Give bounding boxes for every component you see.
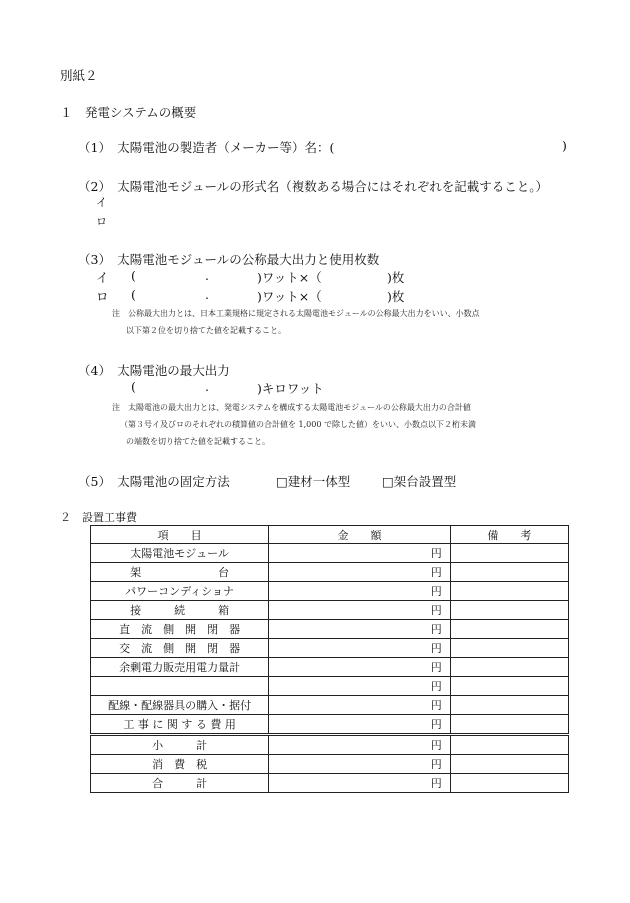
table-row (91, 677, 569, 696)
row-remarks[interactable] (450, 715, 568, 735)
row-amount[interactable]: 円 (269, 677, 451, 696)
output-row-ro-sheets: )枚 (387, 289, 405, 304)
module-model-sub-i: イ (96, 196, 107, 209)
row-label: 架 台 (91, 563, 269, 582)
row-label: 交 流 側 開 閉 器 (91, 639, 269, 658)
header-remarks: 備 考 (450, 526, 568, 544)
tax-remarks[interactable] (450, 755, 568, 774)
max-output-note-line1: 注 太陽電池の最大出力とは、発電システムを構成する太陽電池モジュールの公称最大出力の合計値 (112, 403, 471, 412)
row-amount[interactable]: 円 (269, 582, 451, 601)
output-row-i-dot: . (205, 268, 209, 283)
module-model-label: （2） 太陽電池モジュールの形式名（複数ある場合にはそれぞれを記載すること。） (78, 179, 548, 194)
manufacturer-label: （1） 太陽電池の製造者（メーカー等）名：( (78, 140, 335, 155)
table-row (91, 544, 569, 563)
mounting-method-label: （5） 太陽電池の固定方法 (78, 474, 230, 489)
output-row-ro-open: ( (131, 287, 136, 302)
table-header-row (91, 526, 569, 544)
row-amount[interactable]: 円 (269, 544, 451, 563)
max-output-open: ( (131, 379, 136, 394)
subtotal-remarks[interactable] (450, 735, 568, 755)
row-remarks[interactable] (450, 658, 568, 677)
table-row (91, 639, 569, 658)
output-row-i-sheets: )枚 (387, 270, 405, 285)
section2-title: ２ 設置工事費 (60, 511, 137, 524)
table-row (91, 715, 569, 735)
installation-cost-table (90, 525, 569, 793)
subtotal-label: 小 計 (91, 735, 269, 755)
section1-title: １ 発電システムの概要 (60, 105, 197, 120)
max-output-dot: . (205, 379, 209, 394)
output-row-ro-dot: . (205, 287, 209, 302)
row-amount[interactable]: 円 (269, 658, 451, 677)
nominal-output-label: （3） 太陽電池モジュールの公称最大出力と使用枚数 (78, 252, 380, 267)
row-remarks[interactable] (450, 544, 568, 563)
row-amount[interactable]: 円 (269, 715, 451, 735)
table-row (91, 582, 569, 601)
row-amount[interactable]: 円 (269, 601, 451, 620)
subtotal-amount[interactable]: 円 (269, 735, 451, 755)
table-row (91, 696, 569, 715)
row-amount[interactable]: 円 (269, 563, 451, 582)
row-remarks[interactable] (450, 601, 568, 620)
max-output-note-line3: の端数を切り捨てた値を記載すること。 (126, 437, 270, 446)
table-row (91, 563, 569, 582)
table-row (91, 658, 569, 677)
row-label: 接 続 箱 (91, 601, 269, 620)
table-row (91, 601, 569, 620)
row-remarks[interactable] (450, 677, 568, 696)
row-remarks[interactable] (450, 620, 568, 639)
nominal-output-note-line1: 注 公称最大出力とは、日本工業規格に規定される太陽電池モジュールの公称最大出力をいい、小数点 (112, 309, 480, 318)
tax-row (91, 755, 569, 774)
mounting-option-integrated[interactable]: □建材一体型 (276, 474, 351, 489)
document-label: 別紙２ (60, 68, 98, 83)
max-output-unit: )キロワット (257, 381, 324, 396)
row-label: 工 事 に 関 す る 費 用 (91, 715, 269, 735)
row-amount[interactable]: 円 (269, 639, 451, 658)
manufacturer-close-paren: ) (562, 138, 567, 153)
row-amount[interactable]: 円 (269, 620, 451, 639)
output-row-i-mark: イ (96, 270, 109, 285)
row-remarks[interactable] (450, 639, 568, 658)
output-row-i-open: ( (131, 268, 136, 283)
row-label: 配線・配線器具の購入・据付 (91, 696, 269, 715)
mounting-option-rack[interactable]: □架台設置型 (382, 474, 457, 489)
row-amount[interactable]: 円 (269, 696, 451, 715)
tax-label: 消 費 税 (91, 755, 269, 774)
output-row-ro-mark: ロ (96, 289, 109, 304)
subtotal-row (91, 735, 569, 755)
tax-amount[interactable]: 円 (269, 755, 451, 774)
output-row-ro-watt: )ワット×（ (257, 289, 322, 304)
row-label: 太陽電池モジュール (91, 544, 269, 563)
output-row-i-watt: )ワット×（ (257, 270, 322, 285)
header-item: 項 目 (91, 526, 269, 544)
table-row (91, 620, 569, 639)
nominal-output-note-line2: 以下第２位を切り捨てた値を記載すること。 (126, 326, 286, 335)
row-label: 余剰電力販売用電力量計 (91, 658, 269, 677)
row-label: パワーコンディショナ (91, 582, 269, 601)
total-row (91, 774, 569, 793)
max-output-note-line2: （第３号イ及びロのそれぞれの積算値の合計値を 1,000 で除した値）をいい、小数点以下２桁未満 (120, 420, 476, 429)
row-remarks[interactable] (450, 582, 568, 601)
total-remarks[interactable] (450, 774, 568, 793)
row-remarks[interactable] (450, 696, 568, 715)
row-label: 直 流 側 開 閉 器 (91, 620, 269, 639)
row-remarks[interactable] (450, 563, 568, 582)
row-label[interactable] (91, 677, 269, 696)
header-amount: 金 額 (269, 526, 451, 544)
total-amount[interactable]: 円 (269, 774, 451, 793)
total-label: 合 計 (91, 774, 269, 793)
max-output-label: （4） 太陽電池の最大出力 (78, 363, 230, 378)
module-model-sub-ro: ロ (96, 215, 107, 228)
